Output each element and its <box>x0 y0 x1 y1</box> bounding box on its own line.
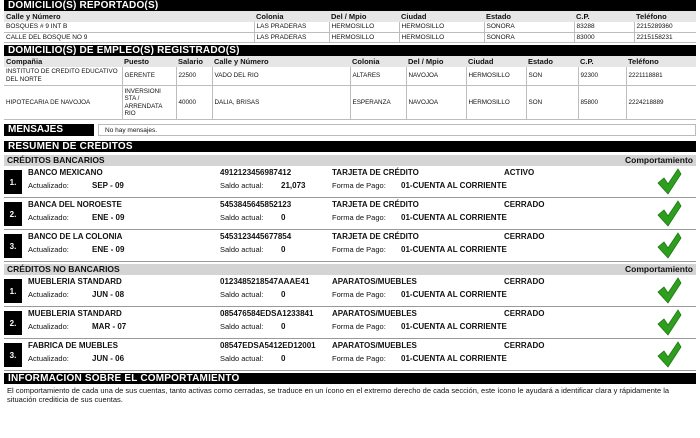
empleo-col-header: Colonia <box>350 56 406 67</box>
empleo-cell: 92300 <box>578 67 626 86</box>
credit-entry <box>4 339 696 371</box>
saldo-value: 0 <box>281 213 286 222</box>
payment-form: 01-CUENTA AL CORRIENTE <box>401 245 507 254</box>
domicilio-cell: HERMOSILLO <box>329 22 399 32</box>
domicilio-col-header: Ciudad <box>399 11 484 22</box>
empleos-table <box>4 56 696 121</box>
domicilio-col-header: Del / Mpio <box>329 11 399 22</box>
forma-label: Forma de Pago: <box>332 322 386 331</box>
forma-label: Forma de Pago: <box>332 213 386 222</box>
empleo-cell: GERENTE <box>122 67 176 86</box>
creditor-name: FABRICA DE MUEBLES <box>28 341 118 350</box>
check-icon <box>656 232 682 259</box>
credit-type: TARJETA DE CRÉDITO <box>332 200 419 209</box>
actualizado-label: Actualizado: <box>28 354 69 363</box>
check-icon <box>656 277 682 304</box>
saldo-label: Saldo actual: <box>220 322 264 331</box>
credit-number: 1. <box>4 170 22 194</box>
credit-type: APARATOS/MUEBLES <box>332 341 417 350</box>
update-date: MAR - 07 <box>92 322 127 331</box>
actualizado-label: Actualizado: <box>28 181 69 190</box>
empleo-cell: ALTARES <box>350 67 406 86</box>
forma-label: Forma de Pago: <box>332 245 386 254</box>
empleo-cell: 40000 <box>176 86 212 120</box>
domicilios-table <box>4 11 696 43</box>
comportamiento-label: Comportamiento <box>625 155 693 165</box>
forma-label: Forma de Pago: <box>332 354 386 363</box>
credit-type: TARJETA DE CRÉDITO <box>332 232 419 241</box>
credit-number: 2. <box>4 202 22 226</box>
update-date: JUN - 06 <box>92 354 125 363</box>
actualizado-label: Actualizado: <box>28 290 69 299</box>
account-status: CERRADO <box>504 277 545 286</box>
empleo-cell: SON <box>526 67 578 86</box>
saldo-value: 0 <box>281 290 286 299</box>
credit-number: 1. <box>4 279 22 303</box>
payment-form: 01-CUENTA AL CORRIENTE <box>401 181 507 190</box>
saldo-value: 0 <box>281 322 286 331</box>
update-date: ENE - 09 <box>92 245 125 254</box>
domicilio-col-header: Estado <box>484 11 574 22</box>
payment-form: 01-CUENTA AL CORRIENTE <box>401 354 507 363</box>
resumen-header: RESUMEN DE CRÉDITOS <box>4 141 696 152</box>
empleo-col-header: Estado <box>526 56 578 67</box>
domicilio-cell: HERMOSILLO <box>329 32 399 42</box>
mensajes-row <box>4 123 696 137</box>
empleo-cell: INSTITUTO DE CREDITO EDUCATIVO DEL NORTE <box>4 67 122 86</box>
account-status: ACTIVO <box>504 168 535 177</box>
account-status: CERRADO <box>504 232 545 241</box>
empleo-cell: INVERSIONI STA / ARRENDATA RIO <box>122 86 176 120</box>
no-bancarios-header <box>4 264 696 275</box>
domicilio-cell: HERMOSILLO <box>399 32 484 42</box>
domicilio-row <box>4 22 696 32</box>
empleo-cell: VADO DEL RIO <box>212 67 350 86</box>
domicilios-header: DOMICILIO(S) REPORTADO(S) <box>4 0 696 11</box>
domicilio-col-header: Calle y Número <box>4 11 254 22</box>
bancarios-title: CRÉDITOS BANCARIOS <box>7 155 105 165</box>
comportamiento-label: Comportamiento <box>625 264 693 274</box>
domicilio-col-header: Colonia <box>254 11 329 22</box>
saldo-value: 21,073 <box>281 181 306 190</box>
empleo-cell: HERMOSILLO <box>466 86 526 120</box>
account-number: 5453123445677854 <box>220 232 292 241</box>
mensajes-label: MENSAJES <box>4 124 94 136</box>
empleo-cell: DALIA, BRISAS <box>212 86 350 120</box>
empleo-cell: HIPOTECARIA DE NAVOJOA <box>4 86 122 120</box>
bancarios-list <box>4 166 696 262</box>
domicilio-row <box>4 32 696 42</box>
update-date: ENE - 09 <box>92 213 125 222</box>
empleo-cell: SON <box>526 86 578 120</box>
empleo-cell: ESPERANZA <box>350 86 406 120</box>
credit-entry <box>4 166 696 198</box>
forma-label: Forma de Pago: <box>332 181 386 190</box>
account-status: CERRADO <box>504 341 545 350</box>
actualizado-label: Actualizado: <box>28 322 69 331</box>
account-number: 4912123456987412 <box>220 168 292 177</box>
empleo-col-header: Puesto <box>122 56 176 67</box>
check-icon <box>656 341 682 368</box>
empleo-row <box>4 67 696 86</box>
empleo-col-header: Compañia <box>4 56 122 67</box>
credit-report <box>4 0 696 404</box>
account-status: CERRADO <box>504 200 545 209</box>
credit-number: 3. <box>4 343 22 367</box>
domicilio-col-header: C.P. <box>574 11 634 22</box>
mensajes-text: No hay mensajes. <box>98 124 696 136</box>
account-number: 08547EDSA5412ED12001 <box>220 341 316 350</box>
update-date: SEP - 09 <box>92 181 124 190</box>
credit-entry <box>4 307 696 339</box>
empleo-cell: HERMOSILLO <box>466 67 526 86</box>
actualizado-label: Actualizado: <box>28 213 69 222</box>
empleo-cell: NAVOJOA <box>406 86 466 120</box>
empleo-col-header: Salario <box>176 56 212 67</box>
empleo-cell: 22500 <box>176 67 212 86</box>
saldo-value: 0 <box>281 245 286 254</box>
check-icon <box>656 168 682 195</box>
actualizado-label: Actualizado: <box>28 245 69 254</box>
payment-form: 01-CUENTA AL CORRIENTE <box>401 213 507 222</box>
saldo-value: 0 <box>281 354 286 363</box>
saldo-label: Saldo actual: <box>220 290 264 299</box>
credit-number: 2. <box>4 311 22 335</box>
empleo-col-header: C.P. <box>578 56 626 67</box>
domicilio-cell: 83288 <box>574 22 634 32</box>
domicilio-cell: 83000 <box>574 32 634 42</box>
credit-type: APARATOS/MUEBLES <box>332 277 417 286</box>
empleo-cell: 2224218889 <box>626 86 696 120</box>
creditor-name: BANCA DEL NOROESTE <box>28 200 122 209</box>
credit-entry <box>4 275 696 307</box>
credit-type: APARATOS/MUEBLES <box>332 309 417 318</box>
credit-number: 3. <box>4 234 22 258</box>
check-icon <box>656 309 682 336</box>
empleo-row <box>4 86 696 120</box>
empleo-col-header: Ciudad <box>466 56 526 67</box>
domicilio-cell: BOSQUES # 9 INT B <box>4 22 254 32</box>
saldo-label: Saldo actual: <box>220 213 264 222</box>
credit-entry <box>4 198 696 230</box>
saldo-label: Saldo actual: <box>220 245 264 254</box>
payment-form: 01-CUENTA AL CORRIENTE <box>401 322 507 331</box>
domicilio-cell: CALLE DEL BOSQUE NO 9 <box>4 32 254 42</box>
saldo-label: Saldo actual: <box>220 354 264 363</box>
account-status: CERRADO <box>504 309 545 318</box>
creditor-name: BANCO DE LA COLONIA <box>28 232 123 241</box>
creditor-name: BANCO MEXICANO <box>28 168 103 177</box>
account-number: 085476584EDSA1233841 <box>220 309 314 318</box>
account-number: 0123485218547AAAE41 <box>220 277 310 286</box>
no-bancarios-title: CRÉDITOS NO BANCARIOS <box>7 264 120 274</box>
update-date: JUN - 08 <box>92 290 125 299</box>
bancarios-header <box>4 155 696 166</box>
domicilio-cell: HERMOSILLO <box>399 22 484 32</box>
credit-entry <box>4 230 696 262</box>
empleo-cell: NAVOJOA <box>406 67 466 86</box>
saldo-label: Saldo actual: <box>220 181 264 190</box>
domicilio-cell: LAS PRADERAS <box>254 32 329 42</box>
empleos-header: DOMICILIO(S) DE EMPLEO(S) REGISTRADO(S) <box>4 45 696 56</box>
creditor-name: MUEBLERIA STANDARD <box>28 277 122 286</box>
domicilio-col-header: Teléfono <box>634 11 696 22</box>
info-header: INFORMACION SOBRE EL COMPORTAMIENTO <box>4 373 696 384</box>
domicilio-cell: 2215289360 <box>634 22 696 32</box>
domicilio-cell: SONORA <box>484 32 574 42</box>
forma-label: Forma de Pago: <box>332 290 386 299</box>
empleo-cell: 2221118881 <box>626 67 696 86</box>
domicilio-cell: SONORA <box>484 22 574 32</box>
credit-type: TARJETA DE CRÉDITO <box>332 168 419 177</box>
empleo-col-header: Teléfono <box>626 56 696 67</box>
domicilio-cell: LAS PRADERAS <box>254 22 329 32</box>
check-icon <box>656 200 682 227</box>
creditor-name: MUEBLERIA STANDARD <box>28 309 122 318</box>
payment-form: 01-CUENTA AL CORRIENTE <box>401 290 507 299</box>
empleo-cell: 85800 <box>578 86 626 120</box>
empleo-col-header: Calle y Número <box>212 56 350 67</box>
account-number: 5453845645852123 <box>220 200 292 209</box>
empleo-col-header: Del / Mpio <box>406 56 466 67</box>
no-bancarios-list <box>4 275 696 371</box>
domicilio-cell: 2215158231 <box>634 32 696 42</box>
info-text: El comportamiento de cada una de sus cuentas, tanto activas como cerradas, se traduce en un ícono en el extremo derecho de cada sección, este ícono le ayudará a identificar clara y rápidamente la situación crediticia de sus cuentas. <box>7 386 670 404</box>
